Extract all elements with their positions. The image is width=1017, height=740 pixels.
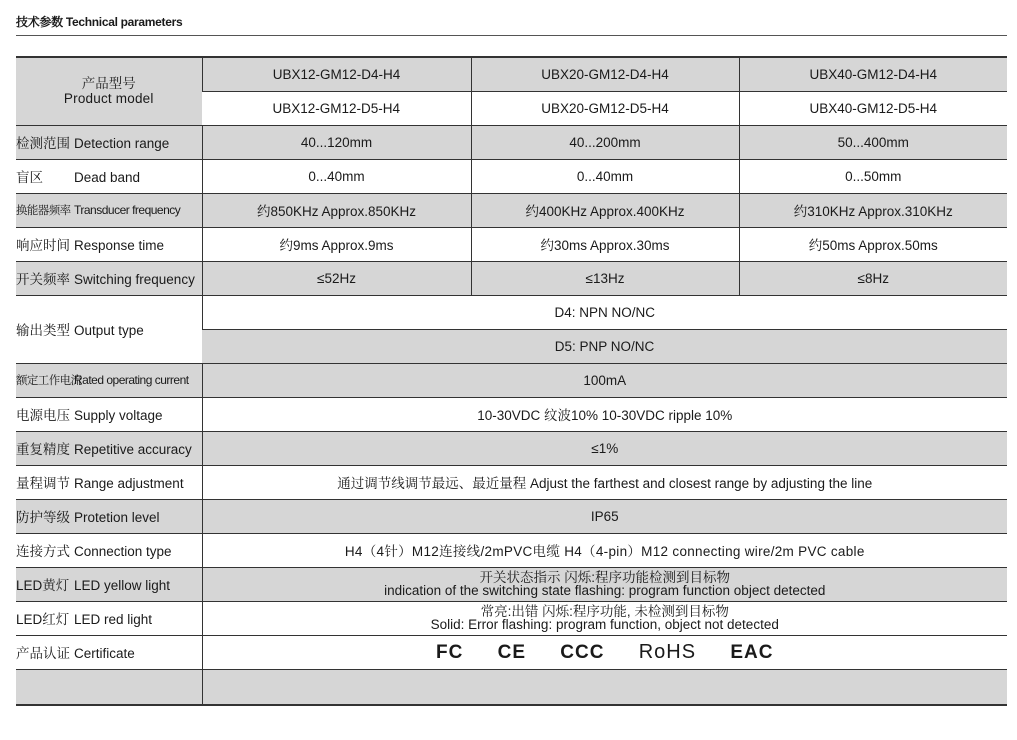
row-label-zh: 重复精度: [16, 442, 70, 457]
model-row-1: [16, 57, 1007, 91]
model-cell: UBX40-GM12-D5-H4: [739, 91, 1007, 125]
row-label-zh: 额定工作电流: [16, 375, 82, 387]
row-label-en: Rated operating current: [74, 373, 189, 387]
value-cell: 通过调节线调节最远、最近量程 Adjust the farthest and closest range by adjusting the line: [202, 465, 1007, 499]
value-cell: 约850KHz Approx.850KHz: [202, 193, 471, 227]
technical-parameters-table: [16, 56, 1007, 706]
section-heading: 技术参数 Technical parameters: [16, 15, 183, 29]
empty-cell: [16, 669, 202, 705]
repetitive-accuracy-row: [16, 431, 1007, 465]
value-line-en: Solid: Error flashing: program function, object not detected: [430, 617, 779, 632]
response-time-row: [16, 227, 1007, 261]
value-cell: 约310KHz Approx.310KHz: [739, 193, 1007, 227]
model-cell: UBX20-GM12-D5-H4: [471, 91, 739, 125]
rated-current-row: [16, 363, 1007, 397]
value-cell: 0...40mm: [471, 159, 739, 193]
row-label: [16, 635, 202, 669]
row-label-en: Supply voltage: [74, 408, 163, 423]
row-label: [16, 125, 202, 159]
eac-mark-icon: EAC: [730, 641, 774, 663]
supply-voltage-row: [16, 397, 1007, 431]
value-cell: 0...40mm: [202, 159, 471, 193]
row-label-en: LED red light: [74, 612, 153, 627]
row-label-zh: 开关频率: [16, 272, 70, 287]
value-cell: 50...400mm: [739, 125, 1007, 159]
value-cell: 约9ms Approx.9ms: [202, 227, 471, 261]
row-label-zh: 量程调节: [16, 476, 70, 491]
value-cell: IP65: [202, 499, 1007, 533]
value-cell: ≤1%: [202, 431, 1007, 465]
row-label-zh: 换能器频率: [16, 205, 71, 217]
row-label: [16, 431, 202, 465]
value-cell: ≤8Hz: [739, 261, 1007, 295]
value-cell: 约50ms Approx.50ms: [739, 227, 1007, 261]
value-line-zh: 常亮:出错 闪烁:程序功能, 未检测到目标物: [480, 604, 729, 619]
row-label: [16, 601, 202, 635]
value-cell: [202, 601, 1007, 635]
model-cell: UBX12-GM12-D5-H4: [202, 91, 471, 125]
value-cell: ≤52Hz: [202, 261, 471, 295]
row-label-en: Switching frequency: [74, 272, 195, 287]
value-cell: 约400KHz Approx.400KHz: [471, 193, 739, 227]
row-label-en: LED yellow light: [74, 578, 171, 593]
row-label-en: Connection type: [74, 544, 172, 559]
row-label-en: Protetion level: [74, 510, 160, 525]
row-label-en: Range adjustment: [74, 476, 184, 491]
row-label-zh: 电源电压: [16, 408, 70, 423]
row-label-zh: 连接方式: [16, 544, 70, 559]
range-adjustment-row: [16, 465, 1007, 499]
row-label-zh: LED红灯: [16, 612, 70, 627]
value-cell: D5: PNP NO/NC: [202, 329, 1007, 363]
protection-level-row: [16, 499, 1007, 533]
dead-band-row: [16, 159, 1007, 193]
row-label: [16, 227, 202, 261]
row-label: [16, 295, 202, 363]
row-label: [16, 397, 202, 431]
model-cell: UBX40-GM12-D4-H4: [739, 57, 1007, 91]
row-label: [16, 261, 202, 295]
row-label-en: Dead band: [74, 170, 141, 185]
row-label: [16, 363, 202, 397]
ce-mark-icon: CE: [497, 641, 526, 663]
row-label-zh: 输出类型: [16, 323, 70, 338]
row-label-en: Transducer frequency: [74, 203, 181, 217]
row-label-zh: 防护等级: [16, 510, 70, 525]
fcc-mark-icon: FC: [435, 641, 464, 663]
row-label: [16, 465, 202, 499]
row-label-en: Response time: [74, 238, 165, 253]
row-label-zh: 响应时间: [16, 238, 70, 253]
value-cell: D4: NPN NO/NC: [202, 295, 1007, 329]
product-model-label-en: Product model: [63, 91, 154, 107]
product-model-label-zh: 产品型号: [81, 76, 136, 92]
connection-type-row: [16, 533, 1007, 567]
row-label-zh: 产品认证: [16, 646, 70, 661]
row-label: [16, 567, 202, 601]
model-cell: UBX20-GM12-D4-H4: [471, 57, 739, 91]
row-label-en: Output type: [74, 323, 144, 338]
value-cell: 10-30VDC 纹波10% 10-30VDC ripple 10%: [202, 397, 1007, 431]
row-label-en: Repetitive accuracy: [74, 442, 192, 457]
heading-divider: [16, 35, 1007, 36]
value-line-en: indication of the switching state flashing: program function object detected: [384, 583, 826, 598]
empty-row: [16, 669, 1007, 705]
value-cell: 0...50mm: [739, 159, 1007, 193]
ccc-mark-icon: CCC: [560, 641, 605, 663]
certificate-marks: [202, 635, 1007, 669]
product-model-label: [16, 57, 202, 125]
row-label: [16, 193, 202, 227]
row-label-zh: 检测范围: [16, 136, 70, 151]
transducer-frequency-row: [16, 193, 1007, 227]
row-label: [16, 499, 202, 533]
rohs-mark-icon: RoHS: [638, 640, 697, 663]
value-cell: H4（4针）M12连接线/2mPVC电缆 H4（4-pin）M12 connecting wire/2m PVC cable: [202, 533, 1007, 567]
led-red-row: [16, 601, 1007, 635]
row-label-zh: LED黄灯: [16, 578, 70, 593]
value-cell: 100mA: [202, 363, 1007, 397]
value-cell: ≤13Hz: [471, 261, 739, 295]
led-yellow-row: [16, 567, 1007, 601]
model-cell: UBX12-GM12-D4-H4: [202, 57, 471, 91]
detection-range-row: [16, 125, 1007, 159]
switching-frequency-row: [16, 261, 1007, 295]
row-label: [16, 533, 202, 567]
value-cell: 约30ms Approx.30ms: [471, 227, 739, 261]
output-type-row-1: [16, 295, 1007, 329]
value-cell: 40...200mm: [471, 125, 739, 159]
row-label: [16, 159, 202, 193]
certificate-row: [16, 635, 1007, 669]
value-cell: [202, 567, 1007, 601]
row-label-en: Detection range: [74, 136, 170, 151]
row-label-en: Certificate: [74, 646, 135, 661]
value-line-zh: 开关状态指示 闪烁:程序功能检测到目标物: [479, 570, 730, 585]
row-label-zh: 盲区: [16, 170, 43, 185]
value-cell: 40...120mm: [202, 125, 471, 159]
empty-cell: [202, 669, 1007, 705]
